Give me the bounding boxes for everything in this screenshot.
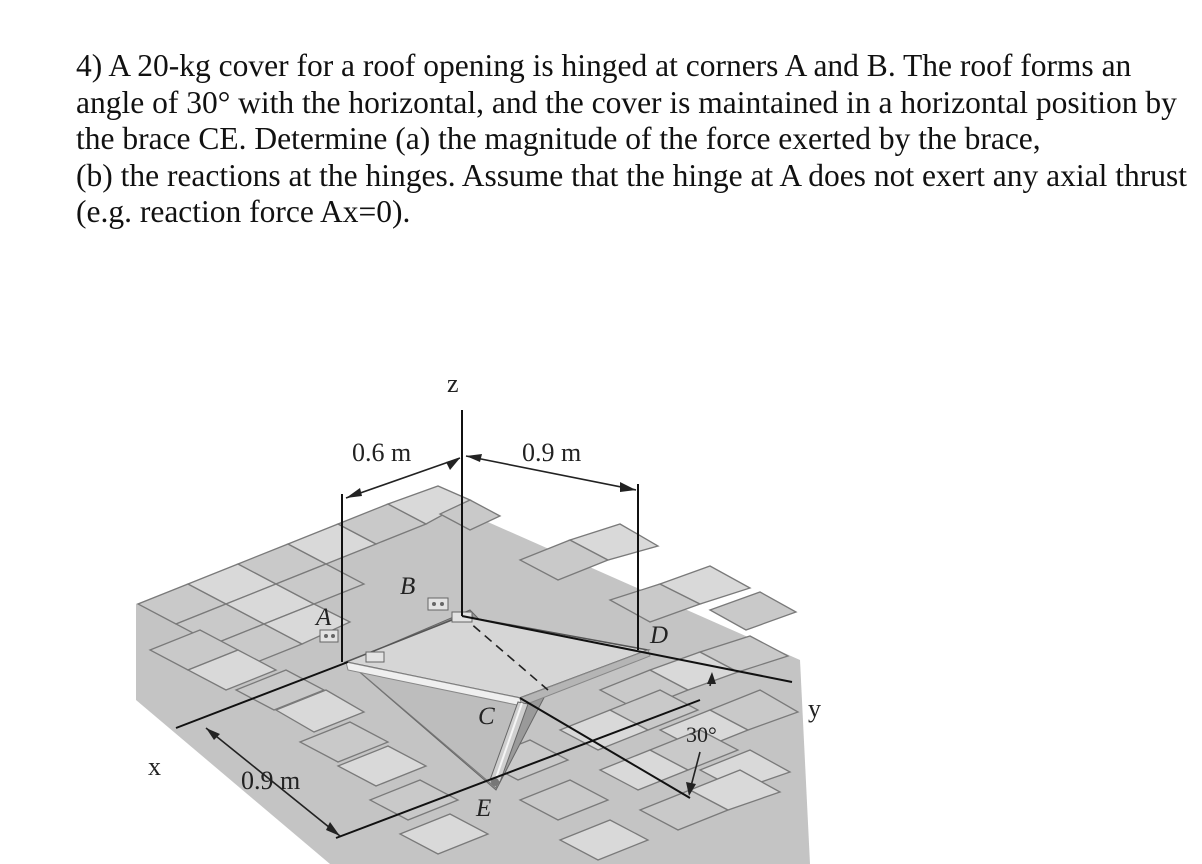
point-b-label: B [400,573,416,600]
x-offset-label: 0.9 m [241,766,301,795]
problem-line-1: 4) A 20-kg cover for a roof opening is hinged at corners A and B. The roof forms an [76,48,1132,83]
point-e-label: E [476,795,492,822]
problem-line-3: the brace CE. Determine (a) the magnitude of the force exerted by the brace, [76,121,1041,157]
y-axis-label: y [808,694,821,723]
point-a-label: A [316,604,332,631]
z-axis-label: z [447,369,459,398]
problem-line-4: (b) the reactions at the hinges. Assume that the hinge at A does not exert any axial thrust [76,157,1187,193]
bd-length-label: 0.9 m [522,438,582,467]
ab-width-label: 0.6 m [352,438,412,467]
problem-line-5: (e.g. reaction force Ax=0). [76,194,411,230]
problem-line-2: angle of 30° with the horizontal, and the cover is maintained in a horizontal position by [76,84,1177,120]
point-c-label: C [478,703,495,730]
roof-angle-label: 30° [686,722,717,747]
x-axis-label: x [148,752,161,781]
point-d-label: D [650,622,669,649]
